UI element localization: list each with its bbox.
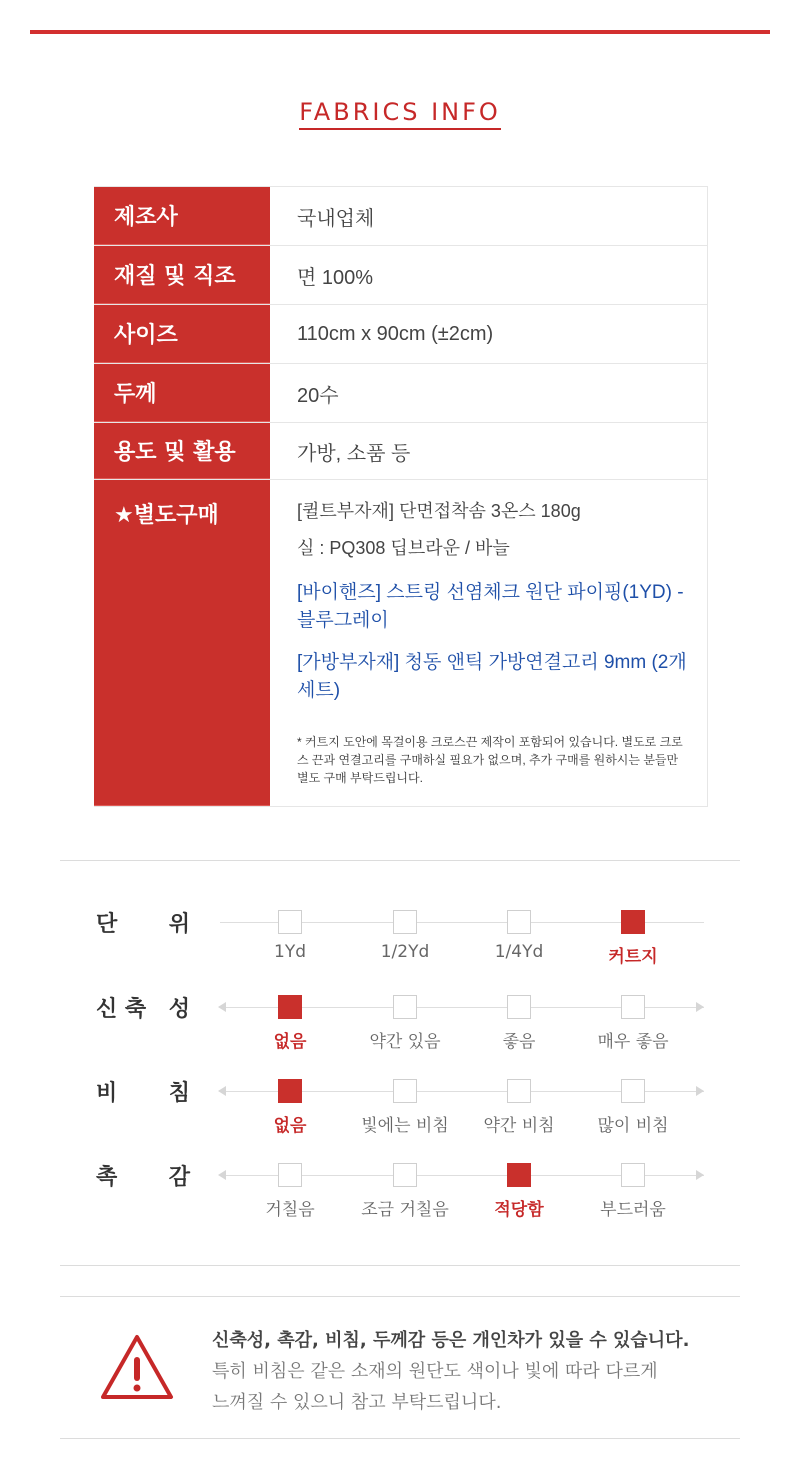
option-label: 매우 좋음 [597,1032,669,1052]
property-label-start: 신 축 [96,997,147,1022]
property-label [96,907,190,938]
property-label-end: 성 [168,997,190,1022]
info-value: 20수 [270,364,708,422]
info-key: 사이즈 [94,305,270,363]
option-label: 많이 비침 [597,1116,669,1136]
top-accent-bar [30,30,770,34]
info-key: 재질 및 직조 [94,246,270,304]
option-checkbox [278,910,302,934]
option-checkbox [507,1079,531,1103]
info-row-size [94,305,708,364]
property-label-start: 촉 [96,1165,118,1190]
divider [60,1438,740,1439]
arrow-right-icon [696,1170,704,1180]
option-checkbox [393,1163,417,1187]
property-label [96,1076,190,1107]
option-checkbox-selected [507,1163,531,1187]
option-label: 없음 [273,1116,307,1136]
purchase-link-connector[interactable]: [가방부자재] 청동 앤틱 가방연결고리 9mm (2개 세트) [297,651,687,701]
notice-line-3: 느껴질 수 있으니 참고 부탁드립니다. [212,1392,502,1413]
option-label: 빛에는 비침 [361,1116,449,1136]
info-value: 가방, 소품 등 [270,423,708,479]
option-checkbox [621,995,645,1019]
option-label: 1Yd [274,942,306,962]
option-label: 적당함 [494,1200,544,1220]
arrow-right-icon [696,1086,704,1096]
arrow-right-icon [696,1002,704,1012]
option-checkbox [393,995,417,1019]
option-checkbox-selected [278,995,302,1019]
option-label: 1/4Yd [494,942,544,962]
property-label-start: 비 [96,1081,118,1106]
info-key: ★별도구매 [94,480,270,806]
info-value: 면 100% [270,246,708,304]
option-label: 1/2Yd [380,942,430,962]
arrow-left-icon [218,1170,226,1180]
fabric-info-table [94,186,708,807]
option-checkbox-selected [278,1079,302,1103]
property-label [96,1160,190,1191]
option-label: 조금 거칠음 [361,1200,449,1220]
purchase-item-batting: [퀼트부자재] 단면접착솜 3온스 180g [297,501,581,521]
option-label: 약간 있음 [369,1032,441,1052]
info-key: 제조사 [94,187,270,245]
info-row-material [94,246,708,305]
notice-text [212,1325,689,1418]
option-checkbox [278,1163,302,1187]
arrow-left-icon [218,1002,226,1012]
option-label: 커트지 [608,947,658,967]
info-row-separate-purchase [94,480,708,807]
option-label: 좋음 [502,1032,536,1052]
divider [60,1265,740,1266]
property-label-end: 위 [168,912,190,937]
option-label: 없음 [273,1032,307,1052]
option-checkbox [507,995,531,1019]
info-row-usage [94,423,708,480]
option-checkbox-selected [621,910,645,934]
info-value: 국내업체 [270,187,708,245]
purchase-note: * 커트지 도안에 목걸이용 크로스끈 제작이 포함되어 있습니다. 별도로 크로스 끈과 연결고리를 구매하실 필요가 없으며, 추가 구매를 원하시는 분들만 별도 구매 부탁드립니다. [297,734,683,785]
option-label: 거칠음 [265,1200,315,1220]
option-label: 약간 비침 [483,1116,555,1136]
purchase-link-piping[interactable]: [바이핸즈] 스트링 선염체크 원단 파이핑(1YD) - 블루그레이 [297,581,684,631]
property-label-start: 단 [96,912,118,937]
info-row-thickness [94,364,708,423]
property-label [96,992,190,1023]
section-title [0,98,800,126]
fabrics-info-heading: FABRICS INFO [299,98,501,130]
purchase-item-thread: 실 : PQ308 딥브라운 / 바늘 [297,538,510,559]
option-checkbox [393,910,417,934]
option-checkbox [621,1079,645,1103]
info-row-manufacturer [94,186,708,246]
separate-purchase-list [270,480,708,806]
divider [60,1296,740,1297]
notice-line-1: 신축성, 촉감, 비침, 두께감 등은 개인차가 있을 수 있습니다. [212,1330,690,1351]
property-label-end: 감 [168,1165,190,1190]
option-checkbox [621,1163,645,1187]
property-label-end: 침 [168,1081,190,1106]
info-value: 110cm x 90cm (±2cm) [270,305,708,363]
option-checkbox [507,910,531,934]
notice-line-2: 특히 비침은 같은 소재의 원단도 색이나 빛에 따라 다르게 [212,1361,658,1382]
warning-triangle-icon [100,1333,174,1401]
option-label: 부드러움 [600,1200,666,1220]
option-checkbox [393,1079,417,1103]
info-key: 두께 [94,364,270,422]
divider [60,860,740,861]
info-key: 용도 및 활용 [94,423,270,479]
arrow-left-icon [218,1086,226,1096]
